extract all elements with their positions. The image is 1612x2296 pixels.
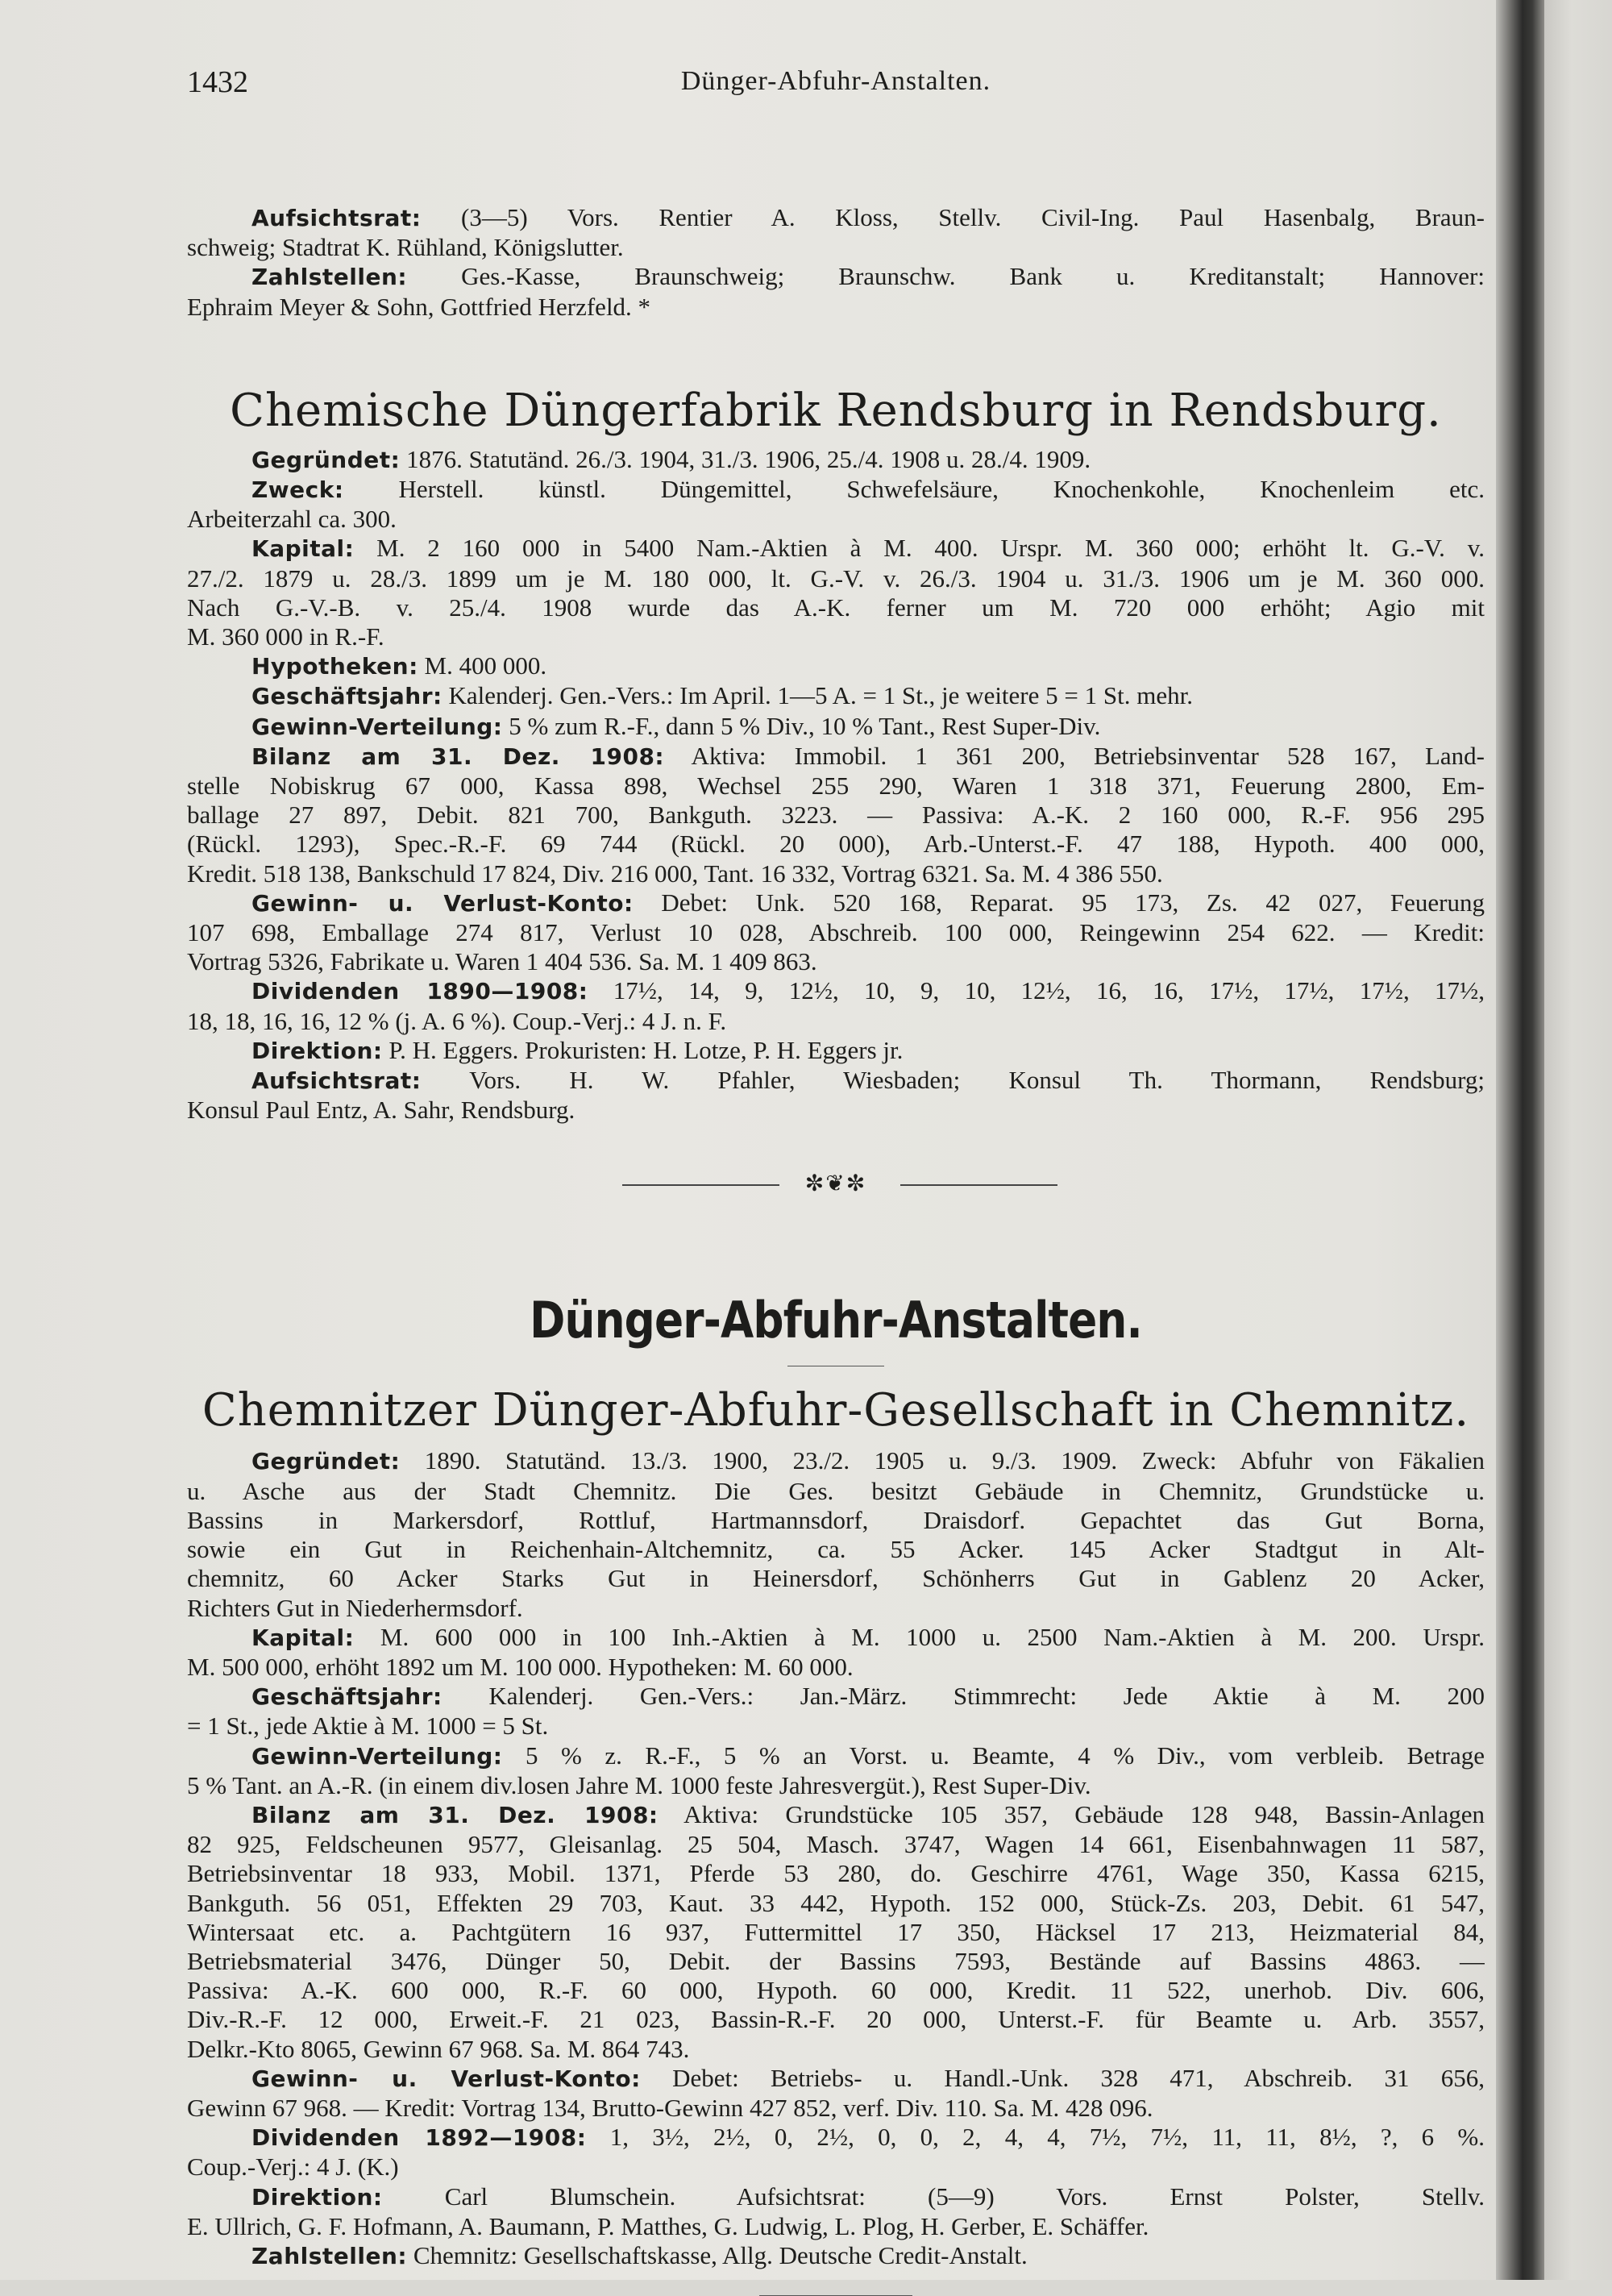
- text-line: [187, 1623, 1485, 1653]
- field-text: (3—5) Vors. Rentier A. Kloss, Stellv. Civil-Ing. Paul Hasenbalg, Braun-: [421, 203, 1485, 231]
- field-text: 17½, 14, 9, 12½, 10, 9, 10, 12½, 16, 16, 17½, 17½, 17½, 17½,: [588, 976, 1485, 1005]
- field-text: 5 % z. R.-F., 5 % an Vorst. u. Beamte, 4 % Div., vom verbleib. Betrage: [502, 1741, 1485, 1770]
- text-line: [187, 1682, 1485, 1712]
- text-line: [187, 681, 1485, 711]
- text-line: [187, 651, 1485, 681]
- field-text: Vors. H. W. Pfahler, Wiesbaden; Konsul Th. Thormann, Rendsburg;: [421, 1066, 1485, 1095]
- field-text: 107 698, Emballage 274 817, Verlust 10 028, Abschreib. 100 000, Reingewinn 254 622. — Kredit:: [187, 918, 1485, 947]
- field-label: Bilanz am 31. Dez. 1908:: [251, 1801, 659, 1828]
- company-title-rendsburg: Chemische Düngerfabrik Rendsburg in Rendsburg.: [230, 384, 1442, 437]
- field-text: Debet: Betriebs- u. Handl.-Unk. 328 471, Abschreib. 31 656,: [640, 2063, 1485, 2092]
- field-text: ballage 27 897, Debit. 821 700, Bankguth. 3223. — Passiva: A.-K. 2 160 000, R.-F. 956 295: [187, 801, 1485, 830]
- field-text: Vortrag 5326, Fabrikate u. Waren 1 404 536. Sa. M. 1 409 863.: [187, 947, 817, 976]
- field-label: Kapital:: [251, 1624, 355, 1651]
- field-text: Gewinn 67 968. — Kredit: Vortrag 134, Brutto-Gewinn 427 852, verf. Div. 110. Sa. M. 428 096.: [187, 2093, 1153, 2122]
- text-line: [187, 505, 1485, 534]
- page-header: [187, 64, 1485, 113]
- field-text: Passiva: A.-K. 600 000, R.-F. 60 000, Hypoth. 60 000, Kredit. 11 522, unerhob. Div. 606,: [187, 1976, 1485, 2005]
- text-line: [187, 2123, 1485, 2152]
- field-label: Gegründet:: [251, 446, 401, 473]
- field-text: Debet: Unk. 520 168, Reparat. 95 173, Zs. 42 027, Feuerung: [633, 888, 1485, 917]
- text-line: [187, 2182, 1485, 2212]
- text-line: [187, 1976, 1485, 2005]
- text-line: [187, 622, 1485, 651]
- field-label: Aufsichtsrat:: [251, 205, 422, 231]
- text-line: [187, 1741, 1485, 1771]
- field-label: Zahlstellen:: [251, 2242, 408, 2269]
- text-line: [187, 2035, 1485, 2064]
- text-line: [187, 593, 1485, 622]
- text-line: [187, 976, 1485, 1006]
- text-line: [187, 1535, 1485, 1564]
- text-line: [187, 203, 1485, 233]
- text-line: [187, 1830, 1485, 1859]
- text-line: [187, 1712, 1485, 1741]
- text-line: [187, 1859, 1485, 1888]
- field-text: Betriebsmaterial 3476, Dünger 50, Debit. der Bassins 7593, Bestände auf Bassins 4863. —: [187, 1946, 1485, 1975]
- text-line: [187, 1771, 1485, 1800]
- field-text: Aktiva: Immobil. 1 361 200, Betriebsinventar 528 167, Land-: [664, 741, 1485, 770]
- field-text: Wintersaat etc. a. Pachtgütern 16 937, Futtermittel 17 350, Häcksel 17 213, Heizmaterial 84,: [187, 1917, 1485, 1946]
- field-label: Aufsichtsrat:: [251, 1067, 422, 1095]
- field-text: Bassins in Markersdorf, Rottluf, Hartmannsdorf, Draisdorf. Gepachtet das Gut Borna,: [187, 1505, 1485, 1534]
- field-label: Geschäftsjahr:: [251, 683, 442, 710]
- field-text: Div.-R.-F. 12 000, Erweit.-F. 21 023, Bassin-R.-F. 20 000, Unterst.-F. für Beamte u. Arb. 3557,: [187, 2005, 1485, 2034]
- ornament-divider: [187, 1170, 1485, 1202]
- text-line: [187, 1506, 1485, 1535]
- text-line: [187, 947, 1485, 976]
- field-label: Zweck:: [251, 476, 344, 504]
- field-text: Ges.-Kasse, Braunschweig; Braunschw. Bank u. Kreditanstalt; Hannover:: [407, 262, 1485, 291]
- running-title: Dünger-Abfuhr-Anstalten.: [680, 66, 991, 96]
- field-text: Kalenderj. Gen.-Vers.: Im April. 1—5 A. = 1 St., je weitere 5 = 1 St. mehr.: [442, 681, 1193, 710]
- page-content: [187, 64, 1485, 2296]
- text-line: [187, 772, 1485, 801]
- section-title: Dünger-Abfuhr-Anstalten.: [530, 1291, 1142, 1350]
- company-title-chemnitz: Chemnitzer Dünger-Abfuhr-Gesellschaft in Chemnitz.: [202, 1384, 1470, 1437]
- field-text: Betriebsinventar 18 933, Mobil. 1371, Pferde 53 280, do. Geschirre 4761, Wage 350, Kassa 6215,: [187, 1859, 1485, 1888]
- text-line: [187, 1446, 1485, 1476]
- field-text: 1890. Statutänd. 13./3. 1900, 23./2. 1905 u. 9./3. 1909. Zweck: Abfuhr von Fäkalien: [400, 1446, 1485, 1475]
- field-text: 27./2. 1879 u. 28./3. 1899 um je M. 180 000, lt. G.-V. v. 26./3. 1904 u. 31./3. 1906 um je M. 360 000.: [187, 564, 1485, 593]
- field-text: u. Asche aus der Stadt Chemnitz. Die Ges. besitzt Gebäude in Chemnitz, Grundstücke u.: [187, 1476, 1485, 1505]
- text-line: [187, 2212, 1485, 2241]
- text-line: [187, 801, 1485, 830]
- text-line: [187, 293, 1485, 322]
- field-text: Bankguth. 56 051, Effekten 29 703, Kaut. 33 442, Hypoth. 152 000, Stück-Zs. 203, Debit. 61 547,: [187, 1888, 1485, 1917]
- text-line: [187, 1096, 1485, 1125]
- text-line: [187, 859, 1485, 888]
- field-text: M. 2 160 000 in 5400 Nam.-Aktien à M. 400. Urspr. M. 360 000; erhöht lt. G.-V. v.: [354, 534, 1485, 563]
- field-label: Gegründet:: [251, 1448, 401, 1475]
- text-line: [187, 2005, 1485, 2034]
- book-binding-shadow: [1496, 0, 1544, 2280]
- text-line: [187, 445, 1485, 475]
- field-text: 1876. Statutänd. 26./3. 1904, 31./3. 1906, 25./4. 1908 u. 28./4. 1909.: [400, 444, 1091, 473]
- field-label: Bilanz am 31. Dez. 1908:: [251, 742, 665, 770]
- text-line: [187, 475, 1485, 505]
- field-text: Kalenderj. Gen.-Vers.: Jan.-März. Stimmrecht: Jede Aktie à M. 200: [442, 1682, 1485, 1711]
- top-entry-continuation: [187, 203, 1485, 322]
- field-text: = 1 St., jede Aktie à M. 1000 = 5 St.: [187, 1712, 549, 1741]
- field-text: E. Ullrich, G. F. Hofmann, A. Baumann, P. Matthes, G. Ludwig, L. Plog, H. Gerber, E. Schäffer.: [187, 2211, 1149, 2240]
- text-line: [187, 888, 1485, 918]
- text-line: [187, 1007, 1485, 1036]
- ornament-glyph: ✼❦✼: [804, 1170, 867, 1197]
- field-text: stelle Nobiskrug 67 000, Kassa 898, Wechsel 255 290, Waren 1 318 371, Feuerung 2800, Em-: [187, 772, 1485, 801]
- field-text: Carl Blumschein. Aufsichtsrat: (5—9) Vors. Ernst Polster, Stellv.: [382, 2182, 1485, 2211]
- field-text: 5 % zum R.-F., dann 5 % Div., 10 % Tant., Rest Super-Div.: [502, 711, 1101, 740]
- text-line: [187, 233, 1485, 262]
- field-text: Delkr.-Kto 8065, Gewinn 67 968. Sa. M. 864 743.: [187, 2034, 690, 2063]
- text-line: [187, 262, 1485, 292]
- text-line: [187, 1594, 1485, 1623]
- field-label: Kapital:: [251, 535, 355, 563]
- field-label: Direktion:: [251, 1037, 383, 1064]
- text-line: [187, 1653, 1485, 1682]
- field-label: Geschäftsjahr:: [251, 1683, 442, 1711]
- field-label: Gewinn-Verteilung:: [251, 1742, 503, 1770]
- field-text: 1, 3½, 2½, 0, 2½, 0, 0, 2, 4, 4, 7½, 7½, 11, 11, 8½, ?, 6 %.: [586, 2123, 1485, 2152]
- text-line: [187, 830, 1485, 859]
- field-text: chemnitz, 60 Acker Starks Gut in Heinersdorf, Schönherrs Gut in Gablenz 20 Acker,: [187, 1564, 1485, 1593]
- field-text: 18, 18, 16, 16, 12 % (j. A. 6 %). Coup.-Verj.: 4 J. n. F.: [187, 1006, 727, 1035]
- text-line: [187, 2094, 1485, 2123]
- text-line: [187, 1947, 1485, 1976]
- entry-rendsburg: [187, 445, 1485, 1125]
- field-text: sowie ein Gut in Reichenhain-Altchemnitz, ca. 55 Acker. 145 Acker Stadtgut in Alt-: [187, 1535, 1485, 1564]
- field-label: Gewinn-Verteilung:: [251, 713, 503, 740]
- field-label: Direktion:: [251, 2183, 383, 2211]
- text-line: [187, 2152, 1485, 2182]
- field-text: schweig; Stadtrat K. Rühland, Königslutter.: [187, 233, 624, 262]
- field-text: P. H. Eggers. Prokuristen: H. Lotze, P. H. Eggers jr.: [382, 1035, 904, 1064]
- field-text: (Rückl. 1293), Spec.-R.-F. 69 744 (Rückl. 20 000), Arb.-Unterst.-F. 47 188, Hypoth. 400 000,: [187, 830, 1485, 859]
- field-text: Chemnitz: Gesellschaftskasse, Allg. Deutsche Credit-Anstalt.: [407, 2240, 1028, 2269]
- field-text: Nach G.-V.-B. v. 25./4. 1908 wurde das A.-K. ferner um M. 720 000 erhöht; Agio mit: [187, 593, 1485, 622]
- text-line: [187, 534, 1485, 564]
- field-text: Konsul Paul Entz, A. Sahr, Rendsburg.: [187, 1096, 575, 1125]
- text-line: [187, 1036, 1485, 1066]
- text-line: [187, 742, 1485, 772]
- field-text: Arbeiterzahl ca. 300.: [187, 505, 397, 534]
- entry-chemnitz: [187, 1446, 1485, 2271]
- text-line: [187, 1889, 1485, 1918]
- field-text: Kredit. 518 138, Bankschuld 17 824, Div. 216 000, Tant. 16 332, Vortrag 6321. Sa. M. 4 386 550.: [187, 859, 1163, 888]
- text-line: [187, 2064, 1485, 2094]
- field-text: M. 600 000 in 100 Inh.-Aktien à M. 1000 u. 2500 Nam.-Aktien à M. 200. Urspr.: [354, 1622, 1485, 1651]
- field-text: Aktiva: Grundstücke 105 357, Gebäude 128 948, Bassin-Anlagen: [658, 1799, 1485, 1828]
- field-label: Hypotheken:: [251, 653, 418, 680]
- next-page-edge: [1544, 0, 1612, 2280]
- text-line: [187, 1477, 1485, 1506]
- field-text: M. 500 000, erhöht 1892 um M. 100 000. Hypotheken: M. 60 000.: [187, 1652, 854, 1681]
- field-label: Gewinn- u. Verlust-Konto:: [251, 889, 634, 917]
- page-number: 1432: [187, 65, 248, 99]
- field-text: M. 360 000 in R.-F.: [187, 622, 384, 651]
- field-text: Coup.-Verj.: 4 J. (K.): [187, 2152, 399, 2182]
- field-text: Ephraim Meyer & Sohn, Gottfried Herzfeld. *: [187, 292, 651, 321]
- field-label: Zahlstellen:: [251, 264, 408, 291]
- field-text: Herstell. künstl. Düngemittel, Schwefelsäure, Knochenkohle, Knochenleim etc.: [343, 475, 1485, 504]
- text-line: [187, 1918, 1485, 1947]
- text-line: [187, 564, 1485, 593]
- field-text: 82 925, Feldscheunen 9577, Gleisanlag. 25 504, Masch. 3747, Wagen 14 661, Eisenbahnwagen 11 587,: [187, 1830, 1485, 1859]
- text-line: [187, 918, 1485, 947]
- text-line: [187, 2241, 1485, 2271]
- field-label: Gewinn- u. Verlust-Konto:: [251, 2065, 641, 2092]
- field-label: Dividenden 1890—1908:: [251, 978, 588, 1005]
- field-text: Richters Gut in Niederhermsdorf.: [187, 1593, 523, 1622]
- field-text: M. 400 000.: [418, 651, 547, 680]
- text-line: [187, 1564, 1485, 1593]
- field-label: Dividenden 1892—1908:: [251, 2124, 587, 2152]
- text-line: [187, 1800, 1485, 1830]
- text-line: [187, 712, 1485, 742]
- text-line: [187, 1066, 1485, 1096]
- field-text: 5 % Tant. an A.-R. (in einem div.losen Jahre M. 1000 feste Jahresvergüt.), Rest Super-Div.: [187, 1770, 1091, 1799]
